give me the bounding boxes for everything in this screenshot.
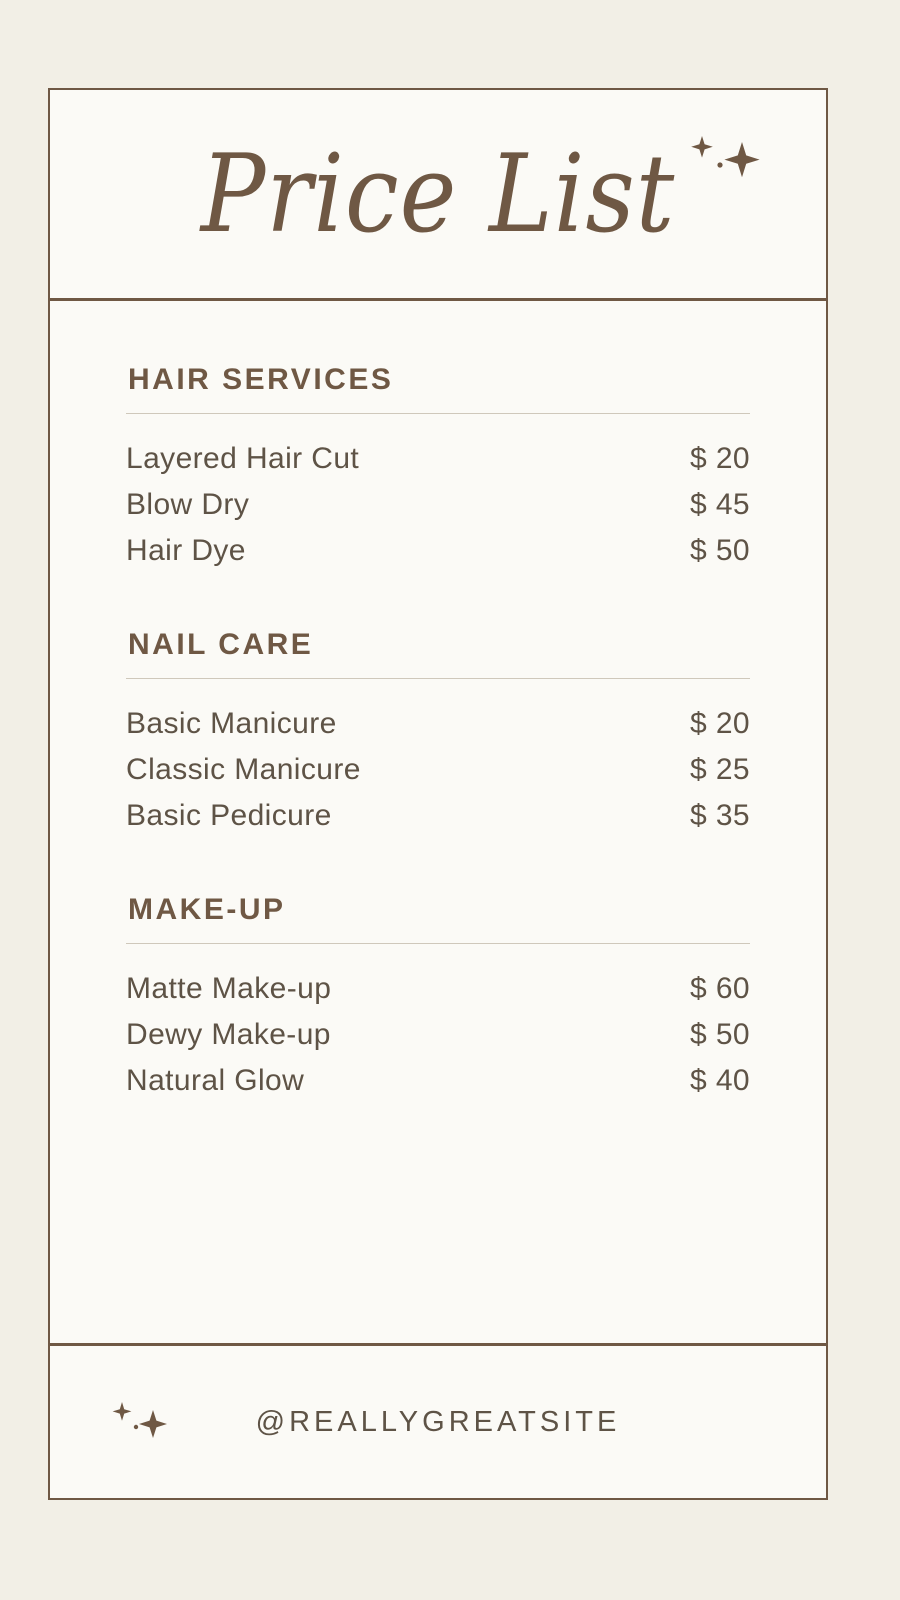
item-price: $ 40	[690, 1064, 750, 1097]
section-divider	[126, 943, 750, 944]
list-item	[126, 793, 750, 839]
sparkle-icon	[690, 132, 766, 192]
section-hair-services	[126, 363, 750, 574]
item-price: $ 45	[690, 488, 750, 521]
list-item	[126, 701, 750, 747]
item-name: Basic Pedicure	[126, 799, 332, 832]
item-name: Basic Manicure	[126, 707, 337, 740]
section-make-up	[126, 893, 750, 1104]
list-item	[126, 528, 750, 574]
sparkle-icon	[112, 1398, 172, 1446]
item-name: Blow Dry	[126, 488, 250, 521]
item-price: $ 50	[690, 1018, 750, 1051]
list-item	[126, 436, 750, 482]
poster-body	[50, 301, 826, 1343]
item-price: $ 35	[690, 799, 750, 832]
poster-footer	[50, 1343, 826, 1498]
list-item	[126, 1012, 750, 1058]
item-price: $ 20	[690, 442, 750, 475]
item-price: $ 25	[690, 753, 750, 786]
social-handle: @REALLYGREATSITE	[255, 1405, 621, 1438]
list-item	[126, 966, 750, 1012]
price-list-poster	[48, 88, 828, 1500]
item-name: Matte Make-up	[126, 972, 332, 1005]
item-name: Classic Manicure	[126, 753, 361, 786]
item-name: Hair Dye	[126, 534, 246, 567]
section-divider	[126, 413, 750, 414]
list-item	[126, 747, 750, 793]
item-name: Natural Glow	[126, 1064, 305, 1097]
list-item	[126, 1058, 750, 1104]
section-nail-care	[126, 628, 750, 839]
item-price: $ 20	[690, 707, 750, 740]
section-title: MAKE-UP	[128, 893, 286, 926]
item-price: $ 60	[690, 972, 750, 1005]
section-divider	[126, 678, 750, 679]
item-name: Dewy Make-up	[126, 1018, 331, 1051]
section-title: HAIR SERVICES	[128, 363, 394, 396]
poster-header	[50, 90, 826, 301]
section-title: NAIL CARE	[128, 628, 314, 661]
list-item	[126, 482, 750, 528]
item-name: Layered Hair Cut	[126, 442, 360, 475]
item-price: $ 50	[690, 534, 750, 567]
page-title: Price List	[200, 131, 676, 257]
